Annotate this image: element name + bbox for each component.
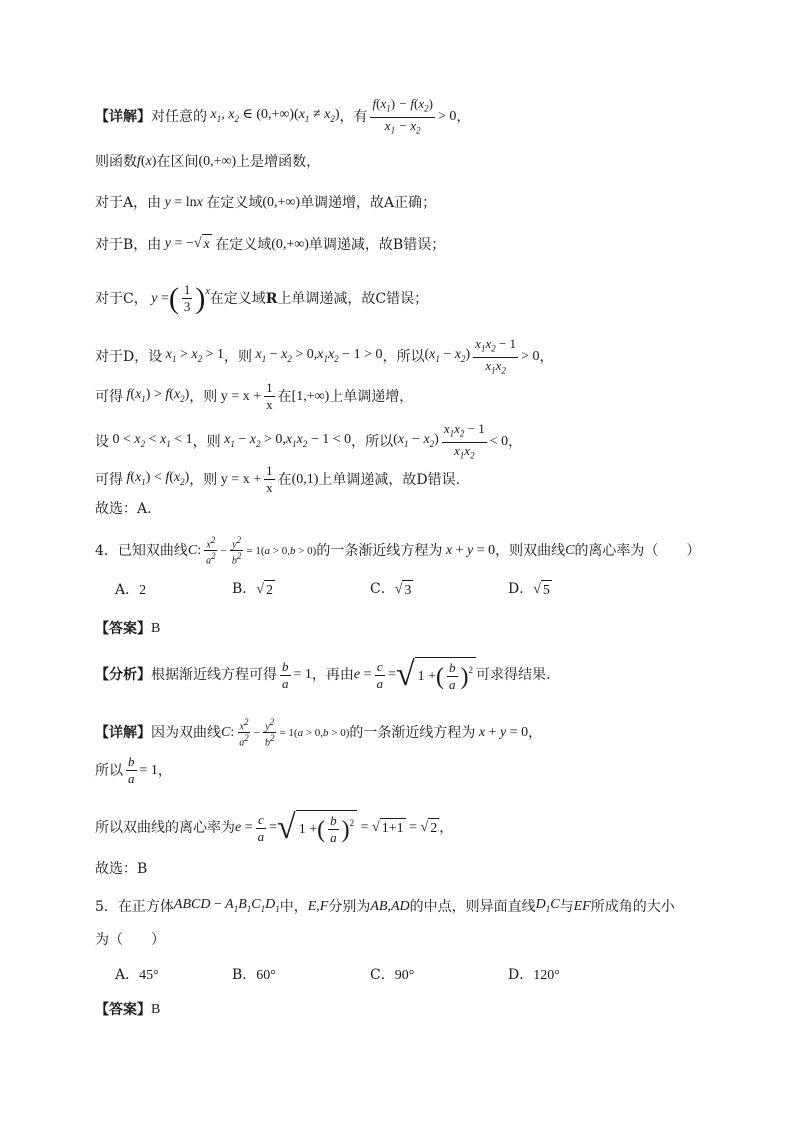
text: 2 [139,582,147,598]
fraction: $\frac{c}{a}$ [257,811,265,844]
math: √ 5 [533,580,552,601]
option-a[interactable] [115,580,232,601]
math: √ 3 [395,580,414,601]
text: − [253,726,260,739]
fraction: $\frac{x^2}{a^2}$ [239,717,249,749]
text: = 1 [139,762,158,778]
detail-line-1 [95,96,470,138]
text: 90° [394,968,415,983]
fraction: $\frac{c}{a}$ [376,658,384,691]
text: 的中点，则异面直线 [409,898,536,915]
text: 为（ ） [95,932,165,948]
text: ，则 [189,388,218,405]
answer-5 [95,1000,160,1020]
text: 在定义域 [209,290,266,307]
math: $D_1C$ [535,897,560,914]
math: AB,AD [370,898,410,914]
text: B． [232,581,257,597]
text: 5．在正方体 [95,898,174,915]
fraction: $\frac{x_1x_2 - 1}{x_1x_2}$ [475,336,517,376]
math-one-third: $\frac{1}{3}$ [183,282,191,314]
text-R: R [265,290,278,307]
math-gt0: > 0 [437,109,457,125]
text: ，则 [223,349,252,366]
math-interval: (0,+∞) [271,236,309,252]
detail-line-7 [95,380,413,413]
math-hyperbola: C: [187,542,202,558]
paren: ( [317,816,326,843]
text: D． [508,581,534,597]
paren: ( [168,281,179,315]
text: < 0 [489,434,509,450]
math-interval: [1,+∞) [291,388,330,404]
option-c[interactable] [370,579,508,601]
text: ， [439,820,454,836]
text: 根据渐近线方程可得 [151,667,277,683]
detail-line-5 [95,282,428,315]
text: 的一条渐近线方程为 [349,724,476,741]
option-d[interactable] [508,965,628,986]
text: 所以双曲线的离心率为 [95,820,235,836]
text: 因为双曲线 [151,724,221,741]
fraction: $\frac{b}{a}$ [330,813,337,845]
detail-line-4 [95,234,445,255]
math: y = x + [217,471,262,487]
question-4-stem [95,535,700,567]
math-y-lnx: y = lnx [161,195,207,210]
text: 则函数 [95,154,137,170]
text: 在 [277,388,292,405]
text: 对于C， [95,290,148,307]
fraction: $\frac{x^2}{a^2}$ [206,535,216,567]
math-conditions: $x_1 - x_2 > 0,x_1x_2 - 1 < 0$ [220,432,352,449]
detail-4-line-3 [95,805,453,851]
question-5-stem [95,895,675,919]
math-asymptote: x + y = 0 [442,542,496,558]
option-b[interactable] [232,965,370,986]
text: 中， [279,898,308,915]
fraction: $\frac{y^2}{b^2}$ [231,535,242,567]
text: > 0 [521,349,540,365]
math-interval: (0,1) [291,471,319,487]
option-c[interactable] [370,965,508,986]
paren: ) [341,816,350,843]
text: = 1 [293,667,312,682]
math: = √ 1+1 = √ 2 [357,818,439,839]
text: 【详解】 [95,724,151,741]
text: 在区间 [156,154,199,170]
fraction: $\frac{b}{a}$ [128,754,135,786]
math-conditions: $x_1 - x_2 > 0,x_1x_2 - 1 > 0$ [251,347,383,364]
detail-label: 【详解】 [95,109,151,126]
text: ， [456,109,471,126]
text: 上单调递增， [329,388,414,405]
text: 2 [349,818,355,828]
option-b[interactable] [232,579,370,601]
math-fx1-gt-fx2: $f(x_1) > f(x_2)$ [123,386,190,404]
text: 对任意的 [151,109,207,126]
text: ， [528,724,543,741]
text: 分别为 [328,898,371,915]
text: 所以 [95,762,123,779]
math-x1x2-domain: $x_1$, $x_2$ ∈ $(0,+\infty)(x_1 \ne x_2)$ [207,107,340,124]
text: ，所以 [382,349,425,366]
text: 的一条渐近线方程为 [316,542,443,559]
text: 单调递减，故B错误； [308,236,446,253]
math-interval: (0,+∞) [198,154,237,169]
answer-4 [95,619,160,639]
text: √ [395,656,415,693]
text: 与 [559,898,574,915]
math-x1-gt-x2-gt1: $x_1 > x_2 > 1$ [162,347,224,364]
math-y-neg-sqrtx: y = − √ x [161,234,215,255]
math: = 1(a > 0,b > 0) [246,544,317,557]
text: 1 + [417,668,437,684]
text: 对于B，由 [95,236,162,253]
text: 的离心率为（ ） [574,542,701,559]
text: ，有 [339,109,368,126]
math: e = [235,820,253,835]
fraction: $\frac{1}{x}$ [266,380,273,412]
text: − [220,544,227,557]
math-0-lt-x2-lt-x1-lt1: $0 < x_2 < x_1 < 1$ [112,432,193,449]
text: 故选：B [95,861,148,877]
math-cube: ABCD − $A_1B_1C_1D_1$ [173,897,280,914]
fraction: $\frac{1}{x}$ [266,463,273,495]
text: B [151,621,161,636]
detail-4-line-2 [95,754,172,787]
detail-4-choose [95,859,147,879]
element [296,810,357,846]
text: 【分析】 [95,667,151,683]
text: 设 [95,434,109,451]
math: = 1(a > 0,b > 0) [279,726,350,739]
detail-line-9 [95,463,460,496]
detail-line-2 [95,152,320,172]
text: 故选：A. [95,501,152,517]
text: 120° [533,968,560,983]
math-difference-quotient: $\frac{f(x_1) - f(x_2)}{x_1 - x_2}$ [372,96,433,136]
text: 3 [402,580,413,601]
text: 【答案】 [95,621,151,637]
element [415,657,476,693]
text: 可得 [95,388,123,405]
text: ， [508,434,523,451]
text: 上单调递减，故D错误. [318,471,461,488]
text: D． [508,967,534,983]
question-5-options [115,965,628,986]
text: 4．已知双曲线 [95,542,188,559]
text: ，再由 [311,667,354,683]
text: 【答案】 [95,1002,151,1018]
math-y-x-plus-1-over-x: y = x + [217,388,262,404]
question-5-stem-2 [95,930,165,950]
text: 上单调递减，故C错误； [277,290,429,307]
analysis-4 [95,652,550,698]
text: A． [115,967,140,983]
math-fx: f(x) [137,154,157,169]
math-interval: (0,+∞) [262,195,301,210]
text: 对于A，由 [95,195,162,211]
text: 对于D，设 [95,349,163,366]
text: 60° [256,968,276,983]
math-fx1-lt-fx2: $f(x_1) < f(x_2)$ [123,469,190,487]
math-product: $(x_1 - x_2)$ [424,347,471,364]
text: ， [157,762,172,779]
math: C [565,542,575,558]
text: = [388,667,396,682]
text: ，则双曲线 [495,542,566,559]
detail-4 [95,717,542,749]
paren: ( [436,663,445,690]
text: 5 [541,580,552,601]
text: 可得 [95,471,123,488]
text: B． [232,967,257,983]
math: e = [353,667,372,682]
text: = [269,820,278,835]
option-a[interactable] [115,965,232,986]
text: C． [370,967,395,983]
exponent: x [205,286,210,297]
detail-line-3 [95,193,436,213]
text: 在 [277,471,292,488]
fraction: $\frac{b}{a}$ [282,658,289,691]
text: A． [115,581,140,598]
math-eccentricity-root [396,657,476,693]
detail-line-8 [95,421,522,463]
text: ，所以 [351,434,394,451]
math: $(x_1 - x_2)$ [393,432,439,449]
option-d[interactable] [508,579,628,601]
math: C: [221,724,235,740]
text: 单调递增，故A正确； [300,195,437,211]
math: x + y = 0 [475,724,529,740]
paren: ) [195,281,206,315]
paren: ) [460,663,469,690]
text: 所成角的大小 [590,898,675,915]
text: 45° [139,968,159,983]
math [277,810,357,846]
text: 上是增函数， [236,154,321,170]
text: √ [277,809,296,846]
math: EF [573,898,591,914]
math-y-third-pow-x: y = [147,290,169,306]
text: ，则 [189,471,218,488]
math: E,F [307,898,329,914]
detail-line-10 [95,499,152,519]
text: 在定义域 [206,195,263,211]
text: 1 + [298,821,318,837]
fraction: $\frac{x_1x_2 - 1}{x_1x_2}$ [443,421,485,461]
text: B [151,1002,161,1017]
text: ， [539,349,554,366]
detail-line-6 [95,336,553,378]
question-4-options [115,579,628,601]
math: √ 2 [256,580,275,601]
text: 可求得结果. [476,667,551,683]
fraction: $\frac{b}{a}$ [449,660,456,692]
text: 2 [264,580,275,601]
text: 2 [468,665,474,675]
text: C． [370,581,395,597]
text: 在定义域 [215,236,272,253]
fraction: $\frac{y^2}{b^2}$ [264,717,275,749]
text: ，则 [192,434,221,451]
